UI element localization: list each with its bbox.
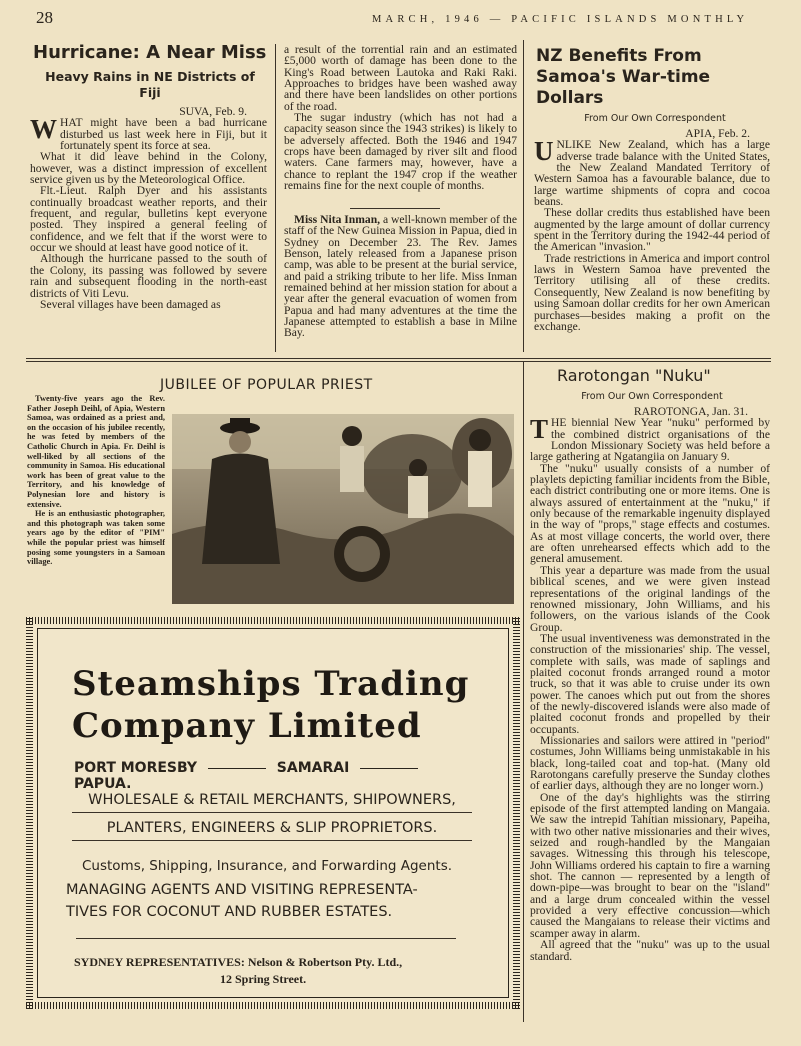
paragraph: a well-known member of the staff of the New Guinea Mission in Papua, died in Sydney on December 23. The Rev. James Benson, lately released from a Japanese prison camp, was able to be present at the burial service, and paid a striking tribute to her life. Miss Inman remained behind at her mission station for about a year after the general evacuation of women from Papua and had many adventures at the time the Japanese attempted to establish a base in Milne Bay. xyxy=(284,214,517,340)
samoa-title: NZ Benefits From Samoa's War-time Dollars xyxy=(536,46,711,108)
company-name-line2: Company Limited xyxy=(72,706,422,746)
jubilee-caption xyxy=(27,394,165,610)
inman-lead: Miss Nita Inman, xyxy=(294,214,381,226)
paragraph: Flt.-Lieut. Ralph Dyer and his assistants continually broadcast weather reports, and their frequent, and regular, bulletins kept everyone posted. They inspired a general feeling of confidence, and we felt that if the worst were to occur we should at least have good notice of it. xyxy=(30,184,267,255)
ad-places xyxy=(74,760,462,792)
paragraph: The "nuku" usually consists of a number of playlets depicting familiar incidents from the Bible, each district contributing one or more items. One is always assured of entertainment at the "nuku," if only because of the remarkable ingenuity displayed in the way of "props," stage effects and costumes. As at most village concerts, the world over, there are often unrehearsed effects which add to the general amusement. xyxy=(530,461,770,566)
inman-item xyxy=(284,214,517,354)
paragraph: One of the day's highlights was the stirring episode of the first attempted landing on Mangaia. We saw the intrepid Tahitian missionary, Papeiha, with two other native missionaries and their wives, seized and rough-handled by the Mangaian savages. Witnessing this through his telescope, John Williams ordered his captain to fire a warning shot. The cannon — represented by a length of down-pipe—was brought to bear on the "island" and a large drum concealed within the vessel provided a very effective concussion—which caused the Mangaians to release their victims and scamper away in alarm. xyxy=(530,790,770,940)
hurricane-body xyxy=(30,106,267,356)
paragraph: HAT might have been a bad hurricane disturbed us last week here in Fiji, but it fortunately spent its force at sea. xyxy=(60,116,267,153)
company-name-line1: Steamships Trading xyxy=(72,664,470,704)
ad-border-pattern xyxy=(513,617,520,1009)
hurricane-subtitle: Heavy Rains in NE Districts of Fiji xyxy=(45,69,255,100)
jubilee-title: JUBILEE OF POPULAR PRIEST xyxy=(160,377,373,393)
paragraph: The sugar industry (which has not had a capacity season since the 1943 strikes) is likely to be adversely affected. Both the 1946 and 1947 crops have been damaged by river silt and flood waters. Cane farmers may, however, have a chance to replant the 1947 crop if the weather remains fine for the next couple of months. xyxy=(284,111,517,193)
ad-line-merchants: WHOLESALE & RETAIL MERCHANTS, SHIPOWNERS, xyxy=(88,792,456,808)
hurricane-title: Hurricane: A Near Miss xyxy=(33,42,267,63)
drop-cap: W xyxy=(30,114,57,145)
place-port-moresby: PORT MORESBY xyxy=(74,760,198,776)
samoa-body xyxy=(534,128,770,352)
paragraph: All agreed that the "nuku" was up to the usual standard. xyxy=(530,938,770,963)
paragraph: Missionaries and sailors were attired in "period" costumes, John Williams being unmistakable in his black, long-tailed coat and top-hat. (Many old Rarotongans carefully preserve the Sunday clothes of earlier days, although they are no longer worn.) xyxy=(530,733,770,793)
section-rule xyxy=(26,361,771,362)
ad-address: 12 Spring Street. xyxy=(220,972,307,986)
ad-divider xyxy=(76,938,456,939)
ad-line-managing: MANAGING AGENTS AND VISITING REPRESENTA- xyxy=(66,882,418,898)
ad-line-agents: Customs, Shipping, Insurance, and Forwarding Agents. xyxy=(81,858,453,874)
paragraph: NLIKE New Zealand, which has a large adverse trade balance with the United States, the New Zealand Mandated Territory of Western Samoa has a favourable balance, due to large wartime shipments of copra and cocoa beans. xyxy=(534,138,770,209)
place-samarai: SAMARAI xyxy=(276,760,350,776)
paragraph: a result of the torrential rain and an estimated £5,000 worth of damage has been done to the King's Road between Lautoka and Raki Raki. Approaches to bridges have been washed away and there have been landslides on other portions of the road. xyxy=(284,44,517,113)
divider xyxy=(350,208,440,209)
correspondent-line: From Our Own Correspondent xyxy=(581,391,723,402)
paragraph: What it did leave behind in the Colony, however, was a distinct impression of excellent service given us by the Meteorological Office. xyxy=(30,150,267,187)
hurricane-continued xyxy=(284,44,517,207)
running-head: MARCH, 1946 — PACIFIC ISLANDS MONTHLY xyxy=(372,14,749,25)
column-rule xyxy=(523,362,524,1022)
correspondent-line: From Our Own Correspondent xyxy=(584,113,726,124)
dateline: APIA, Feb. 2. xyxy=(685,128,750,140)
ad-sydney-representatives: SYDNEY REPRESENTATIVES: Nelson & Robertson Pty. Ltd., xyxy=(74,955,403,969)
column-rule xyxy=(275,44,276,352)
paragraph: Although the hurricane passed to the south of the Colony, its passing was followed by severe rain and subsequent flooding in the north-east districts of Viti Levu. xyxy=(30,252,267,300)
nuku-title: Rarotongan "Nuku" xyxy=(557,366,711,385)
ad-line-estates: TIVES FOR COCONUT AND RUBBER ESTATES. xyxy=(66,904,393,920)
paragraph: This year a departure was made from the usual biblical scenes, and we were given instead representations of the original landings of the renowned missionary, John Williams, and his followers, on the various islands of the Cook Group. xyxy=(530,563,770,634)
page-number: 28 xyxy=(36,8,53,27)
drop-cap: T xyxy=(530,414,549,445)
paragraph: Several villages have been damaged as xyxy=(40,297,221,311)
drop-cap: U xyxy=(534,136,554,167)
dateline: RAROTONGA, Jan. 31. xyxy=(633,406,748,418)
ad-border-pattern xyxy=(26,617,520,624)
place-papua: PAPUA. xyxy=(74,776,132,792)
ad-border-pattern xyxy=(26,1002,520,1009)
photo-illustration xyxy=(172,414,514,604)
paragraph: HE biennial New Year "nuku" performed by the combined district organisations of the London Missionary Society was held before a large gathering at Ngatangiia on January 9. xyxy=(530,416,770,464)
paragraph: These dollar credits thus established have been augmented by the large amount of dollar currency spent in the Territory during the 1942-44 period of the American "invasion." xyxy=(534,206,770,254)
paragraph: Trade restrictions in America and import control laws in Western Samoa have prevented the Territory utilising all of these credits. Consequently, New Zealand is now benefiting by using Samoan dollar credits for her own American purchases—besides making a profit on the exchange. xyxy=(534,251,770,333)
paragraph: The usual inventiveness was demonstrated in the construction of the missionaries' ship. The vessel, complete with sails, was made of saplings and plaited coconut fronds arranged round a motor truck, so that it was able to cruise under its own power. The canoes which put out from the shores of the newly-discovered islands were also made of plaited coconut fronds and propelled by their occupants. xyxy=(530,631,770,736)
paragraph: Twenty-five years ago the Rev. Father Joseph Deihl, of Apia, Western Samoa, was ordained as a priest and, on the occasion of his jubilee recently, he was feted by members of the Catholic Church in Apia. Fr. Deihl is well-liked by all sections of the community in Samoa. His educational work has been of great value to the Territory, and his knowledge of Polynesian lore and history is extensive. xyxy=(27,394,165,509)
ad-line-planters: PLANTERS, ENGINEERS & SLIP PROPRIETORS. xyxy=(106,820,438,836)
dateline: SUVA, Feb. 9. xyxy=(179,106,247,118)
ad-border-pattern xyxy=(26,617,33,1009)
section-rule xyxy=(26,358,771,359)
paragraph: He is an enthusiastic photographer, and this photograph was taken some years ago by the editor of "PIM" while the popular priest was himself posing some youngsters in a Samoan village. xyxy=(27,509,165,567)
ad-underline xyxy=(72,812,472,813)
ad-underline xyxy=(72,840,472,841)
jubilee-photograph xyxy=(172,414,514,604)
column-rule xyxy=(523,40,524,352)
nuku-body xyxy=(530,406,770,1026)
